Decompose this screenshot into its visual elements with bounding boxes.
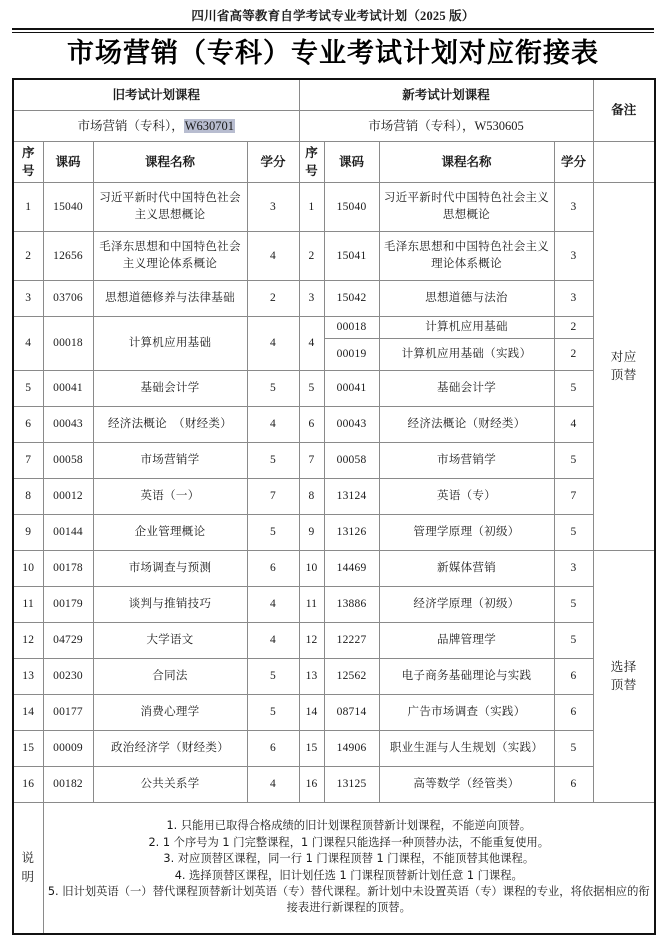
cell-old-name: 思想道德修养与法律基础 (93, 280, 247, 316)
cell-old-sn: 2 (13, 231, 43, 280)
cell-new-name: 新媒体营销 (379, 550, 554, 586)
cell-new-code: 00058 (324, 442, 379, 478)
cell-new-code: 13126 (324, 514, 379, 550)
table-row (13, 280, 655, 316)
cell-new-name: 高等数学（经管类） (379, 766, 554, 802)
cell-old-credit: 6 (247, 550, 299, 586)
cell-old-name: 政治经济学（财经类） (93, 730, 247, 766)
table-row (13, 694, 655, 730)
header-old-plan: 旧考试计划课程 (13, 79, 299, 111)
cell-new-credit: 5 (554, 514, 593, 550)
cell-old-sn: 10 (13, 550, 43, 586)
cell-new-sn: 10 (299, 550, 324, 586)
cell-new-code: 14469 (324, 550, 379, 586)
cell-new-sn: 16 (299, 766, 324, 802)
header-remark: 备注 (593, 79, 655, 142)
cell-new-sn: 6 (299, 406, 324, 442)
cell-old-sn: 5 (13, 370, 43, 406)
table-group-header-row (13, 79, 655, 111)
notes-row (13, 802, 655, 934)
table-row (13, 182, 655, 231)
cell-old-code: 00177 (43, 694, 93, 730)
cell-old-sn: 15 (13, 730, 43, 766)
cell-new-name: 经济学原理（初级） (379, 586, 554, 622)
cell-old-name: 公共关系学 (93, 766, 247, 802)
cell-old-sn: 1 (13, 182, 43, 231)
cell-new-code: 00043 (324, 406, 379, 442)
table-row (13, 514, 655, 550)
notes-body (43, 802, 655, 934)
cell-old-name: 市场营销学 (93, 442, 247, 478)
cell-new-sn: 13 (299, 658, 324, 694)
cell-old-credit: 4 (247, 231, 299, 280)
old-major-label: 市场营销（专科）， (77, 118, 184, 133)
col-header-old-sn: 序号 (13, 141, 43, 182)
cell-old-code: 00041 (43, 370, 93, 406)
table-row (13, 622, 655, 658)
notes-label (13, 802, 43, 934)
cell-new-credit: 3 (554, 231, 593, 280)
table-row (13, 478, 655, 514)
cell-old-code: 00009 (43, 730, 93, 766)
table-row (13, 550, 655, 586)
cell-old-code: 00182 (43, 766, 93, 802)
cell-new-name: 习近平新时代中国特色社会主义思想概论 (379, 182, 554, 231)
cell-new-credit: 5 (554, 622, 593, 658)
cell-old-credit: 4 (247, 316, 299, 370)
cell-old-code: 00179 (43, 586, 93, 622)
note-item: 3. 对应顶替区课程，同一行 1 门课程顶替 1 门课程，不能顶替其他课程。 (163, 852, 535, 866)
cell-new-credit: 4 (554, 406, 593, 442)
cell-old-credit: 5 (247, 694, 299, 730)
remark-line: 顶替 (610, 678, 637, 693)
cell-new-sn: 2 (299, 231, 324, 280)
document-header-line: 四川省高等教育自学考试专业考试计划（2025 版） (191, 9, 475, 23)
note-item: 5. 旧计划英语（一）替代课程顶替新计划英语（专）替代课程。新计划中未设置英语（专）课程的专业，将依据相应的衔接表进行新课程的顶替。 (47, 884, 650, 915)
cell-new-sn: 12 (299, 622, 324, 658)
cell-new-name: 广告市场调查（实践） (379, 694, 554, 730)
table-row (13, 586, 655, 622)
new-major-cell: 市场营销（专科），W530605 (299, 110, 593, 141)
cell-old-credit: 5 (247, 370, 299, 406)
cell-new-credit: 5 (554, 370, 593, 406)
cell-old-name: 计算机应用基础 (93, 316, 247, 370)
cell-old-credit: 4 (247, 766, 299, 802)
col-header-remark-spacer (593, 141, 655, 182)
cell-new-name: 基础会计学 (379, 370, 554, 406)
cell-new-code: 13124 (324, 478, 379, 514)
cell-new-code: 00041 (324, 370, 379, 406)
cell-new-credit: 2 (554, 338, 593, 370)
col-header-new-code: 课码 (324, 141, 379, 182)
cell-old-code: 00012 (43, 478, 93, 514)
table-row (13, 231, 655, 280)
cell-old-credit: 6 (247, 730, 299, 766)
old-major-code-highlighted: W630701 (184, 118, 235, 133)
header-new-plan: 新考试计划课程 (299, 79, 593, 111)
table-row (13, 658, 655, 694)
cell-new-code: 15042 (324, 280, 379, 316)
cell-new-sn: 15 (299, 730, 324, 766)
cell-old-credit: 3 (247, 182, 299, 231)
table-row (13, 370, 655, 406)
cell-old-sn: 4 (13, 316, 43, 370)
col-header-old-credit: 学分 (247, 141, 299, 182)
cell-old-credit: 4 (247, 622, 299, 658)
cell-new-code: 15041 (324, 231, 379, 280)
col-header-old-name: 课程名称 (93, 141, 247, 182)
notes-label-char: 说 (21, 851, 35, 866)
remark-line: 对应 (610, 350, 637, 365)
note-item: 4. 选择顶替区课程，旧计划任选 1 门课程顶替新计划任意 1 门课程。 (174, 868, 523, 882)
remark-line: 选择 (610, 659, 637, 674)
cell-new-code: 00019 (324, 338, 379, 370)
cell-old-credit: 5 (247, 442, 299, 478)
cell-new-sn: 14 (299, 694, 324, 730)
cell-old-credit: 2 (247, 280, 299, 316)
cell-old-sn: 11 (13, 586, 43, 622)
col-header-new-name: 课程名称 (379, 141, 554, 182)
cell-remark (593, 182, 655, 550)
cell-new-code: 13125 (324, 766, 379, 802)
cell-new-name: 英语（专） (379, 478, 554, 514)
cell-old-sn: 6 (13, 406, 43, 442)
cell-remark (593, 550, 655, 802)
cell-new-code: 12227 (324, 622, 379, 658)
cell-new-credit: 6 (554, 694, 593, 730)
table-row (13, 316, 655, 338)
cell-old-sn: 8 (13, 478, 43, 514)
cell-new-sn: 8 (299, 478, 324, 514)
remark-line: 顶替 (610, 368, 637, 383)
cell-new-sn: 1 (299, 182, 324, 231)
cell-old-code: 04729 (43, 622, 93, 658)
cell-new-sn: 4 (299, 316, 324, 370)
cell-old-sn: 13 (13, 658, 43, 694)
cell-old-code: 00144 (43, 514, 93, 550)
cell-old-sn: 7 (13, 442, 43, 478)
cell-old-sn: 3 (13, 280, 43, 316)
cell-new-name: 品牌管理学 (379, 622, 554, 658)
cell-new-credit: 3 (554, 550, 593, 586)
cell-old-code: 03706 (43, 280, 93, 316)
cell-old-name: 消费心理学 (93, 694, 247, 730)
cell-new-credit: 5 (554, 586, 593, 622)
cell-old-name: 合同法 (93, 658, 247, 694)
cell-new-name: 毛泽东思想和中国特色社会主义理论体系概论 (379, 231, 554, 280)
cell-new-name: 经济法概论（财经类） (379, 406, 554, 442)
cell-new-credit: 5 (554, 442, 593, 478)
old-major-cell (13, 110, 299, 141)
cell-old-name: 市场调查与预测 (93, 550, 247, 586)
cell-old-code: 00058 (43, 442, 93, 478)
cell-new-name: 管理学原理（初级） (379, 514, 554, 550)
cell-new-name: 电子商务基础理论与实践 (379, 658, 554, 694)
cell-new-code: 14906 (324, 730, 379, 766)
cell-new-name: 思想道德与法治 (379, 280, 554, 316)
cell-old-name: 谈判与推销技巧 (93, 586, 247, 622)
cell-old-sn: 16 (13, 766, 43, 802)
cell-new-code: 12562 (324, 658, 379, 694)
cell-old-code: 00018 (43, 316, 93, 370)
note-item: 1. 只能用已取得合格成绩的旧计划课程顶替新计划课程，不能逆向顶替。 (166, 819, 532, 833)
cell-old-name: 英语（一） (93, 478, 247, 514)
cell-new-code: 08714 (324, 694, 379, 730)
cell-new-sn: 9 (299, 514, 324, 550)
course-mapping-table (12, 78, 656, 935)
cell-old-sn: 14 (13, 694, 43, 730)
page-title: 市场营销（专科）专业考试计划对应衔接表 (67, 38, 599, 68)
table-major-row (13, 110, 655, 141)
table-column-header-row (13, 141, 655, 182)
cell-new-credit: 3 (554, 280, 593, 316)
table-row (13, 730, 655, 766)
cell-new-credit: 7 (554, 478, 593, 514)
col-header-old-code: 课码 (43, 141, 93, 182)
cell-old-credit: 5 (247, 514, 299, 550)
cell-new-code: 00018 (324, 316, 379, 338)
cell-old-sn: 12 (13, 622, 43, 658)
cell-old-sn: 9 (13, 514, 43, 550)
col-header-new-sn: 序号 (299, 141, 324, 182)
cell-new-sn: 5 (299, 370, 324, 406)
cell-old-name: 企业管理概论 (93, 514, 247, 550)
cell-new-credit: 2 (554, 316, 593, 338)
cell-old-name: 基础会计学 (93, 370, 247, 406)
cell-new-name: 计算机应用基础（实践） (379, 338, 554, 370)
table-row (13, 406, 655, 442)
cell-new-credit: 5 (554, 730, 593, 766)
cell-new-credit: 3 (554, 182, 593, 231)
cell-new-name: 市场营销学 (379, 442, 554, 478)
header-divider-rule (12, 28, 654, 33)
cell-old-code: 00043 (43, 406, 93, 442)
cell-old-name: 大学语文 (93, 622, 247, 658)
cell-new-sn: 11 (299, 586, 324, 622)
cell-new-code: 13886 (324, 586, 379, 622)
cell-new-name: 计算机应用基础 (379, 316, 554, 338)
notes-label-char: 明 (21, 869, 35, 884)
cell-old-credit: 4 (247, 586, 299, 622)
cell-old-code: 15040 (43, 182, 93, 231)
cell-old-credit: 4 (247, 406, 299, 442)
cell-old-code: 00178 (43, 550, 93, 586)
cell-old-code: 00230 (43, 658, 93, 694)
cell-new-sn: 7 (299, 442, 324, 478)
cell-old-name: 经济法概论 （财经类） (93, 406, 247, 442)
cell-old-name: 毛泽东思想和中国特色社会主义理论体系概论 (93, 231, 247, 280)
cell-new-credit: 6 (554, 766, 593, 802)
cell-old-name: 习近平新时代中国特色社会主义思想概论 (93, 182, 247, 231)
col-header-new-credit: 学分 (554, 141, 593, 182)
cell-old-credit: 5 (247, 658, 299, 694)
cell-new-code: 15040 (324, 182, 379, 231)
cell-old-code: 12656 (43, 231, 93, 280)
cell-new-name: 职业生涯与人生规划（实践） (379, 730, 554, 766)
cell-old-credit: 7 (247, 478, 299, 514)
note-item: 2. 1 个序号为 1 门完整课程，1 门课程只能选择一种顶替办法，不能重复使用。 (148, 835, 550, 849)
cell-new-credit: 6 (554, 658, 593, 694)
table-row (13, 442, 655, 478)
cell-new-sn: 3 (299, 280, 324, 316)
table-row (13, 766, 655, 802)
